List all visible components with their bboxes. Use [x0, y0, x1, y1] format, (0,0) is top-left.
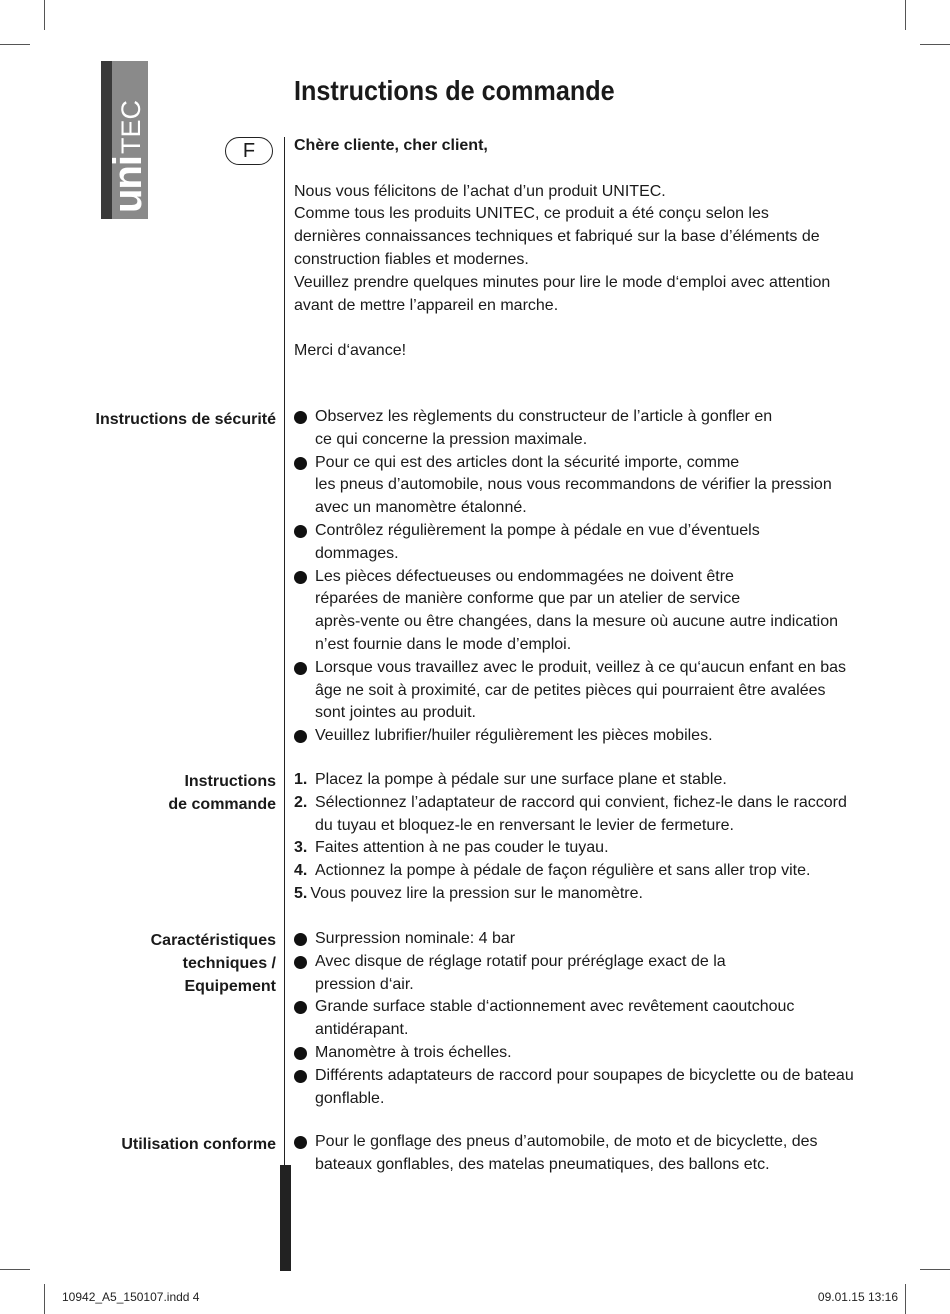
heading-line: Instructions de sécurité [95, 411, 276, 428]
heading-line: Equipement [184, 977, 276, 995]
list-item [294, 725, 846, 748]
brand-logo [101, 61, 148, 219]
bullet-icon [294, 571, 307, 584]
bullet-icon [294, 730, 307, 743]
greeting: Chère cliente, cher client, [294, 137, 488, 154]
item-line: antidérapant. [315, 1021, 409, 1039]
bullet-icon [294, 525, 307, 538]
item-line: n’est fournie dans le mode d’emploi. [315, 635, 572, 653]
column-divider [284, 137, 285, 1171]
item-line: Veuillez lubrifier/huiler régulièrement les pièces mobiles. [315, 727, 713, 745]
item-line: Les pièces défectueuses ou endommagées ne doivent être [315, 567, 734, 585]
crop-mark [0, 1269, 30, 1270]
item-line: Sélectionnez l’adaptateur de raccord qui convient, fichez-le dans le raccord [315, 793, 847, 811]
intro-line: construction fiables et modernes. [294, 250, 529, 268]
logo-text [105, 61, 151, 219]
intro-line: dernières connaissances techniques et fabriqué sur la base d’éléments de [294, 228, 820, 246]
section-heading-specs [151, 930, 276, 998]
page-title: Instructions de commande [294, 75, 615, 106]
item-line: gonflable. [315, 1089, 385, 1107]
list-item [294, 452, 846, 520]
step-item [294, 883, 847, 906]
step-item [294, 792, 847, 838]
item-line: Observez les règlements du constructeur de l’article à gonfler en [315, 408, 773, 425]
list-item [294, 566, 846, 657]
item-line: ce qui concerne la pression maximale. [315, 430, 588, 448]
logo-brand-light: TEC [115, 100, 146, 155]
heading-line: Instructions [184, 773, 276, 790]
crop-mark [0, 44, 30, 45]
section-heading-operation [168, 771, 276, 817]
heading-line: techniques / [182, 954, 276, 972]
step-number: 5. [294, 884, 308, 902]
item-line: réparées de manière conforme que par un atelier de service [315, 590, 741, 608]
step-item [294, 860, 847, 883]
item-line: Contrôlez régulièrement la pompe à pédale en vue d’éventuels [315, 521, 760, 539]
footer-date: 09.01.15 13:16 [817, 1290, 898, 1304]
item-line: bateaux gonflables, des matelas pneumatiques, des ballons etc. [315, 1155, 770, 1173]
bullet-icon [294, 457, 307, 470]
list-item [294, 1042, 854, 1065]
item-line: Actionnez la pompe à pédale de façon régulière et sans aller trop vite. [315, 862, 811, 880]
list-item [294, 406, 846, 452]
item-line: avec un manomètre étalonné. [315, 499, 527, 517]
intro-line: Nous vous félicitons de l’achat d’un produit UNITEC. [294, 182, 666, 200]
list-item [294, 657, 846, 725]
logo-brand-bold: uni [105, 156, 150, 213]
intro-line: Comme tous les produits UNITEC, ce produit a été conçu selon les [294, 205, 769, 223]
usage-list [294, 1131, 818, 1177]
item-line: les pneus d’automobile, nous vous recommandons de vérifier la pression [315, 476, 832, 494]
list-item [294, 928, 854, 951]
list-item [294, 1131, 818, 1177]
step-number: 4. [294, 862, 308, 880]
step-number: 2. [294, 793, 308, 811]
item-line: Faites attention à ne pas couder le tuyau. [315, 839, 609, 857]
bullet-icon [294, 662, 307, 675]
step-item [294, 769, 847, 792]
crop-mark [920, 44, 950, 45]
crop-mark [44, 0, 45, 30]
operation-steps [294, 769, 847, 906]
bullet-icon [294, 1047, 307, 1060]
crop-mark [905, 0, 906, 30]
specs-list [294, 928, 854, 1110]
intro-line: avant de mettre l’appareil en marche. [294, 296, 559, 314]
safety-list [294, 406, 846, 748]
crop-mark [905, 1284, 906, 1314]
heading-line: Caractéristiques [150, 932, 276, 949]
item-line: Pour ce qui est des articles dont la sécurité importe, comme [315, 453, 740, 471]
crop-mark [920, 1269, 950, 1270]
section-heading-safety [96, 409, 277, 432]
item-line: Placez la pompe à pédale sur une surface plane et stable. [315, 771, 727, 788]
page-edge-bar [280, 1165, 291, 1271]
item-line: pression d‘air. [315, 975, 414, 993]
list-item [294, 996, 854, 1042]
intro-line: Veuillez prendre quelques minutes pour lire le mode d‘emploi avec attention [294, 273, 831, 291]
item-line: Lorsque vous travaillez avec le produit, veillez à ce qu‘aucun enfant en bas [315, 658, 846, 676]
bullet-icon [294, 1070, 307, 1083]
item-line: Surpression nominale: 4 bar [315, 930, 516, 947]
item-line: âge ne soit à proximité, car de petites pièces qui pourraient être avalées [315, 681, 826, 699]
intro [294, 135, 830, 363]
step-number: 1. [294, 771, 308, 788]
item-line: Différents adaptateurs de raccord pour soupapes de bicyclette ou de bateau [315, 1066, 854, 1084]
thanks: Merci d‘avance! [294, 342, 407, 360]
item-line: Pour le gonflage des pneus d’automobile, de moto et de bicyclette, des [315, 1133, 818, 1150]
item-line: Avec disque de réglage rotatif pour préréglage exact de la [315, 952, 726, 970]
section-heading-usage [121, 1134, 276, 1157]
list-item [294, 1065, 854, 1111]
item-line: Vous pouvez lire la pression sur le manomètre. [310, 884, 643, 902]
bullet-icon [294, 933, 307, 946]
list-item [294, 951, 854, 997]
item-line: Grande surface stable d‘actionnement avec revêtement caoutchouc [315, 998, 795, 1016]
bullet-icon [294, 1136, 307, 1149]
item-line: du tuyau et bloquez-le en renversant le levier de fermeture. [315, 816, 734, 834]
bullet-icon [294, 411, 307, 424]
item-line: sont jointes au produit. [315, 704, 476, 722]
language-badge: F [225, 137, 273, 165]
bullet-icon [294, 956, 307, 969]
step-number: 3. [294, 839, 308, 857]
crop-mark [44, 1284, 45, 1314]
item-line: dommages. [315, 544, 399, 562]
list-item [294, 520, 846, 566]
heading-line: Utilisation conforme [121, 1136, 276, 1153]
heading-line: de commande [168, 795, 276, 813]
item-line: après-vente ou être changées, dans la mesure où aucune autre indication [315, 613, 839, 631]
item-line: Manomètre à trois échelles. [315, 1043, 512, 1061]
step-item [294, 837, 847, 860]
bullet-icon [294, 1001, 307, 1014]
footer-filename: 10942_A5_150107.indd 4 [62, 1290, 200, 1304]
